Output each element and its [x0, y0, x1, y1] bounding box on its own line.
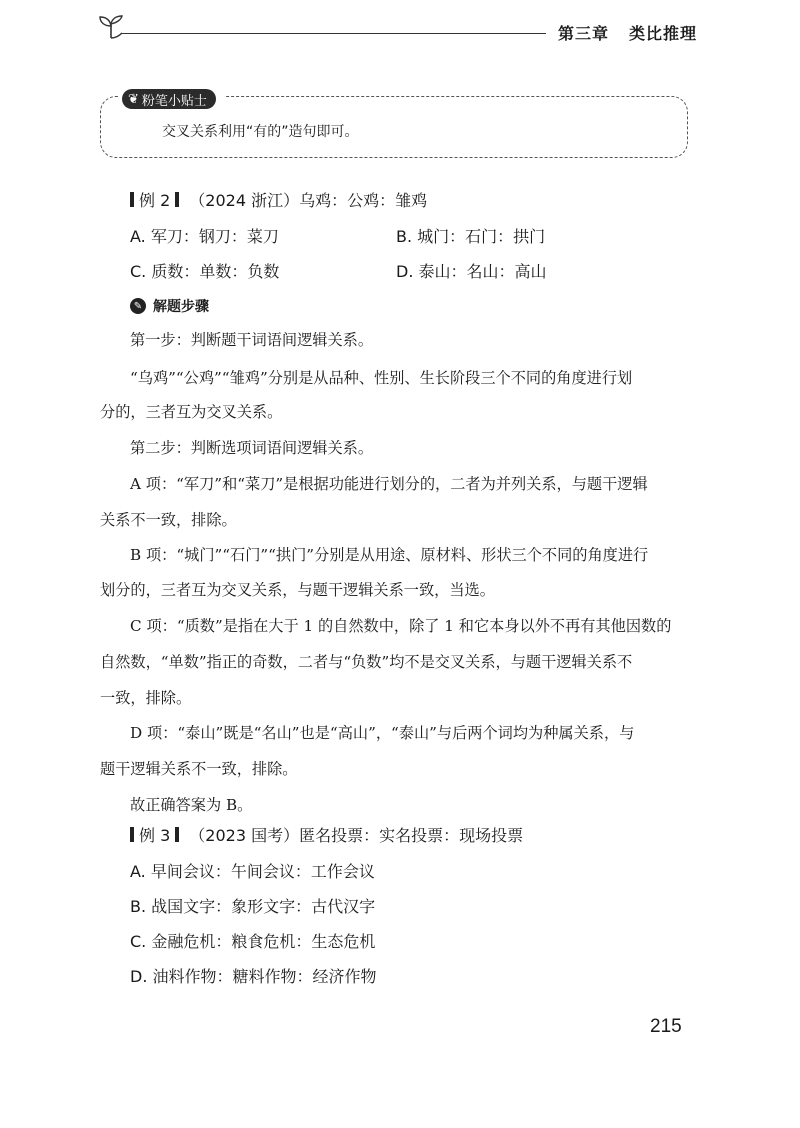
- running-header: [558, 21, 697, 44]
- example-3-option-c: C. 金融危机：粮食危机：生态危机: [130, 932, 376, 951]
- solution-answer: 故正确答案为 B。: [130, 796, 253, 814]
- example-3-label: 例 3: [139, 826, 171, 845]
- example-2-option-b: B. 城门：石门：拱门: [396, 227, 546, 246]
- example-3-option-b: B. 战国文字：象形文字：古代汉字: [130, 897, 376, 916]
- solution-line: 一致，排除。: [100, 689, 192, 707]
- example-2-label: 例 2: [139, 191, 171, 210]
- solution-line: 关系不一致，排除。: [100, 511, 237, 529]
- chapter-title: 类比推理: [629, 24, 698, 43]
- solution-line: 自然数，“单数”指正的奇数，二者与“负数”均不是交叉关系，与题干逻辑关系不: [100, 653, 633, 671]
- example-3-option-a: A. 早间会议：午间会议：工作会议: [130, 862, 375, 881]
- solution-line: D 项：“泰山”既是“名山”也是“高山”，“泰山”与后两个词均为种属关系，与: [130, 724, 635, 742]
- tip-text: 交叉关系利用“有的”造句即可。: [162, 124, 359, 140]
- example-2-option-d: D. 泰山：名山：高山: [396, 262, 547, 281]
- tip-label-text: 粉笔小贴士: [141, 93, 207, 109]
- example-2-option-c: C. 质数：单数：负数: [130, 262, 280, 281]
- page-number: 215: [650, 1016, 682, 1037]
- solution-line: 划分的，三者互为交叉关系，与题干逻辑关系一致，当选。: [100, 581, 495, 599]
- solution-line: C 项：“质数”是指在大于 1 的自然数中，除了 1 和它本身以外不再有其他因数的: [130, 617, 672, 635]
- example-2-heading: [130, 188, 427, 211]
- leaf-icon: ❦: [128, 91, 139, 107]
- solution-line: 第二步：判断选项词语间逻辑关系。: [130, 439, 373, 457]
- solution-heading: [130, 296, 209, 316]
- chapter-number: 第三章: [558, 24, 610, 43]
- example-3-heading: [130, 823, 523, 846]
- example-2-stem: （2024 浙江）乌鸡：公鸡：雏鸡: [189, 191, 428, 210]
- steps-icon: ✎: [130, 298, 146, 314]
- example-3-option-d: D. 油料作物：糖料作物：经济作物: [130, 967, 377, 986]
- solution-line: 第一步：判断题干词语间逻辑关系。: [130, 331, 373, 349]
- tip-label: [118, 88, 224, 110]
- sprout-icon: [96, 14, 126, 40]
- solution-line: “乌鸡”“公鸡”“雏鸡”分别是从品种、性别、生长阶段三个不同的角度进行划: [130, 369, 633, 387]
- solution-line: B 项：“城门”“石门”“拱门”分别是从用途、原材料、形状三个不同的角度进行: [130, 546, 649, 564]
- example-2-option-a: A. 军刀：钢刀：菜刀: [130, 227, 279, 246]
- solution-line: A 项：“军刀”和“菜刀”是根据功能进行划分的，二者为并列关系，与题干逻辑: [130, 475, 648, 493]
- solution-heading-text: 解题步骤: [153, 299, 209, 315]
- header-rule: [122, 33, 546, 34]
- example-3-stem: （2023 国考）匿名投票：实名投票：现场投票: [189, 826, 524, 845]
- solution-line: 题干逻辑关系不一致，排除。: [100, 760, 298, 778]
- solution-line: 分的，三者互为交叉关系。: [100, 403, 283, 421]
